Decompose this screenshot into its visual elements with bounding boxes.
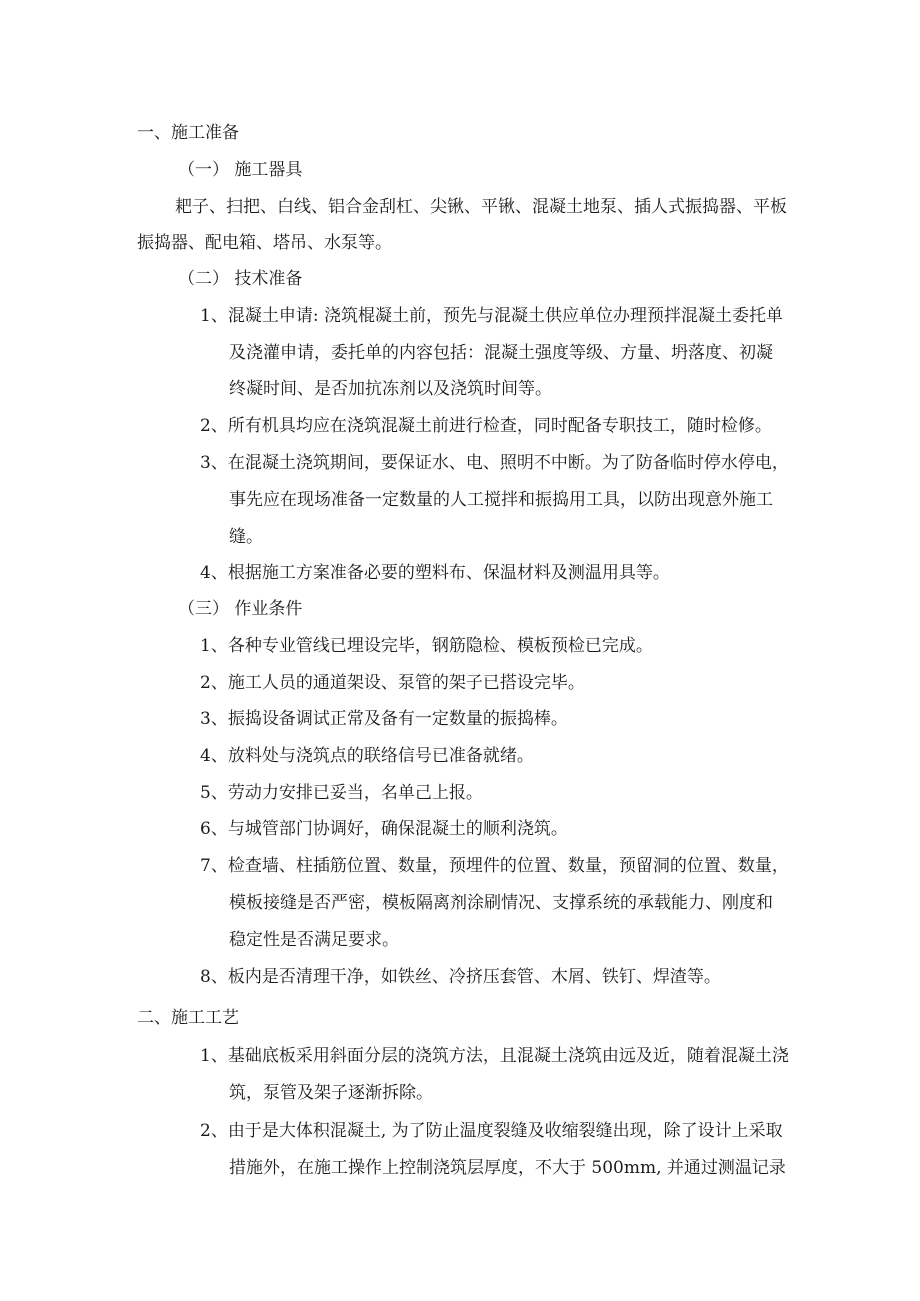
process-item-1-line-1: 1、基础底板采用斜面分层的浇筑方法，且混凝土浇筑由远及近，随着混凝土浇: [200, 1046, 789, 1066]
tech-item-3-line-2: 事先应在现场准备一定数量的人工搅拌和振捣用工具，以防出现意外施工: [229, 490, 773, 510]
tools-paragraph-line-2: 振捣器、配电箱、塔吊、水泵等。: [137, 233, 392, 253]
tech-item-3-line-1: 3、在混凝土浇筑期间，要保证水、电、照明不中断。为了防备临时停水停电，: [200, 453, 789, 473]
tech-item-1-line-3: 终凝时间、是否加抗冻剂以及浇筑时间等。: [229, 379, 552, 399]
condition-item-8: 8、板内是否清理干净，如铁丝、冷挤压套管、木屑、铁钉、焊渣等。: [200, 967, 721, 987]
process-item-2-line-2: 措施外，在施工操作上控制浇筑层厚度，不大于 500mm, 并通过测温记录: [229, 1158, 786, 1178]
tools-paragraph-line-1: 耙子、扫把、白线、铝合金刮杠、尖锹、平锹、混凝土地泵、插人式振捣器、平板: [175, 197, 787, 217]
condition-item-6: 6、与城管部门协调好，确保混凝土的顺利浇筑。: [200, 819, 568, 839]
tech-item-1-line-2: 及浇灌申请，委托单的内容包括：混凝土强度等级、方量、坍落度、初凝: [229, 343, 773, 363]
condition-item-1: 1、各种专业管线已埋设完毕，钢筋隐检、模板预检已完成。: [200, 636, 653, 656]
section-2-heading: 二、施工工艺: [137, 1008, 239, 1028]
process-item-2-line-1: 2、由于是大体积混凝土, 为了防止温度裂缝及收缩裂缝出现，除了设计上采取: [200, 1121, 783, 1141]
condition-item-7-line-1: 7、检查墙、柱插筋位置、数量，预埋件的位置、数量，预留洞的位置、数量，: [200, 856, 789, 876]
process-item-1-line-2: 筑，泵管及架子逐渐拆除。: [229, 1083, 433, 1103]
tech-item-3-line-3: 缝。: [229, 527, 263, 547]
tech-item-1-line-1: 1、混凝土申请: 浇筑棍凝土前，预先与混凝土供应单位办理预拌混凝土委托单: [200, 306, 783, 326]
condition-item-4: 4、放料处与浇筑点的联络信号已准备就绪。: [200, 746, 534, 766]
subsection-1-title: （一） 施工器具: [178, 160, 303, 180]
condition-item-2: 2、施工人员的通道架设、泵管的架子已搭设完毕。: [200, 673, 585, 693]
condition-item-3: 3、振捣设备调试正常及备有一定数量的振捣棒。: [200, 709, 568, 729]
subsection-2-title: （二） 技术准备: [178, 269, 303, 289]
condition-item-5: 5、劳动力安排已妥当，名单己上报。: [200, 783, 483, 803]
condition-item-7-line-3: 稳定性是否满足要求。: [229, 930, 399, 950]
section-1-heading: 一、施工准备: [137, 123, 239, 143]
tech-item-4: 4、根据施工方案准备必要的塑料布、保温材料及测温用具等。: [200, 563, 670, 583]
subsection-3-title: （三） 作业条件: [178, 599, 303, 619]
condition-item-7-line-2: 模板接缝是否严密，模板隔离剂涂刷情况、支撑系统的承载能力、刚度和: [229, 893, 773, 913]
tech-item-2: 2、所有机具均应在浇筑混凝土前进行检查，同时配备专职技工，随时检修。: [200, 416, 772, 436]
